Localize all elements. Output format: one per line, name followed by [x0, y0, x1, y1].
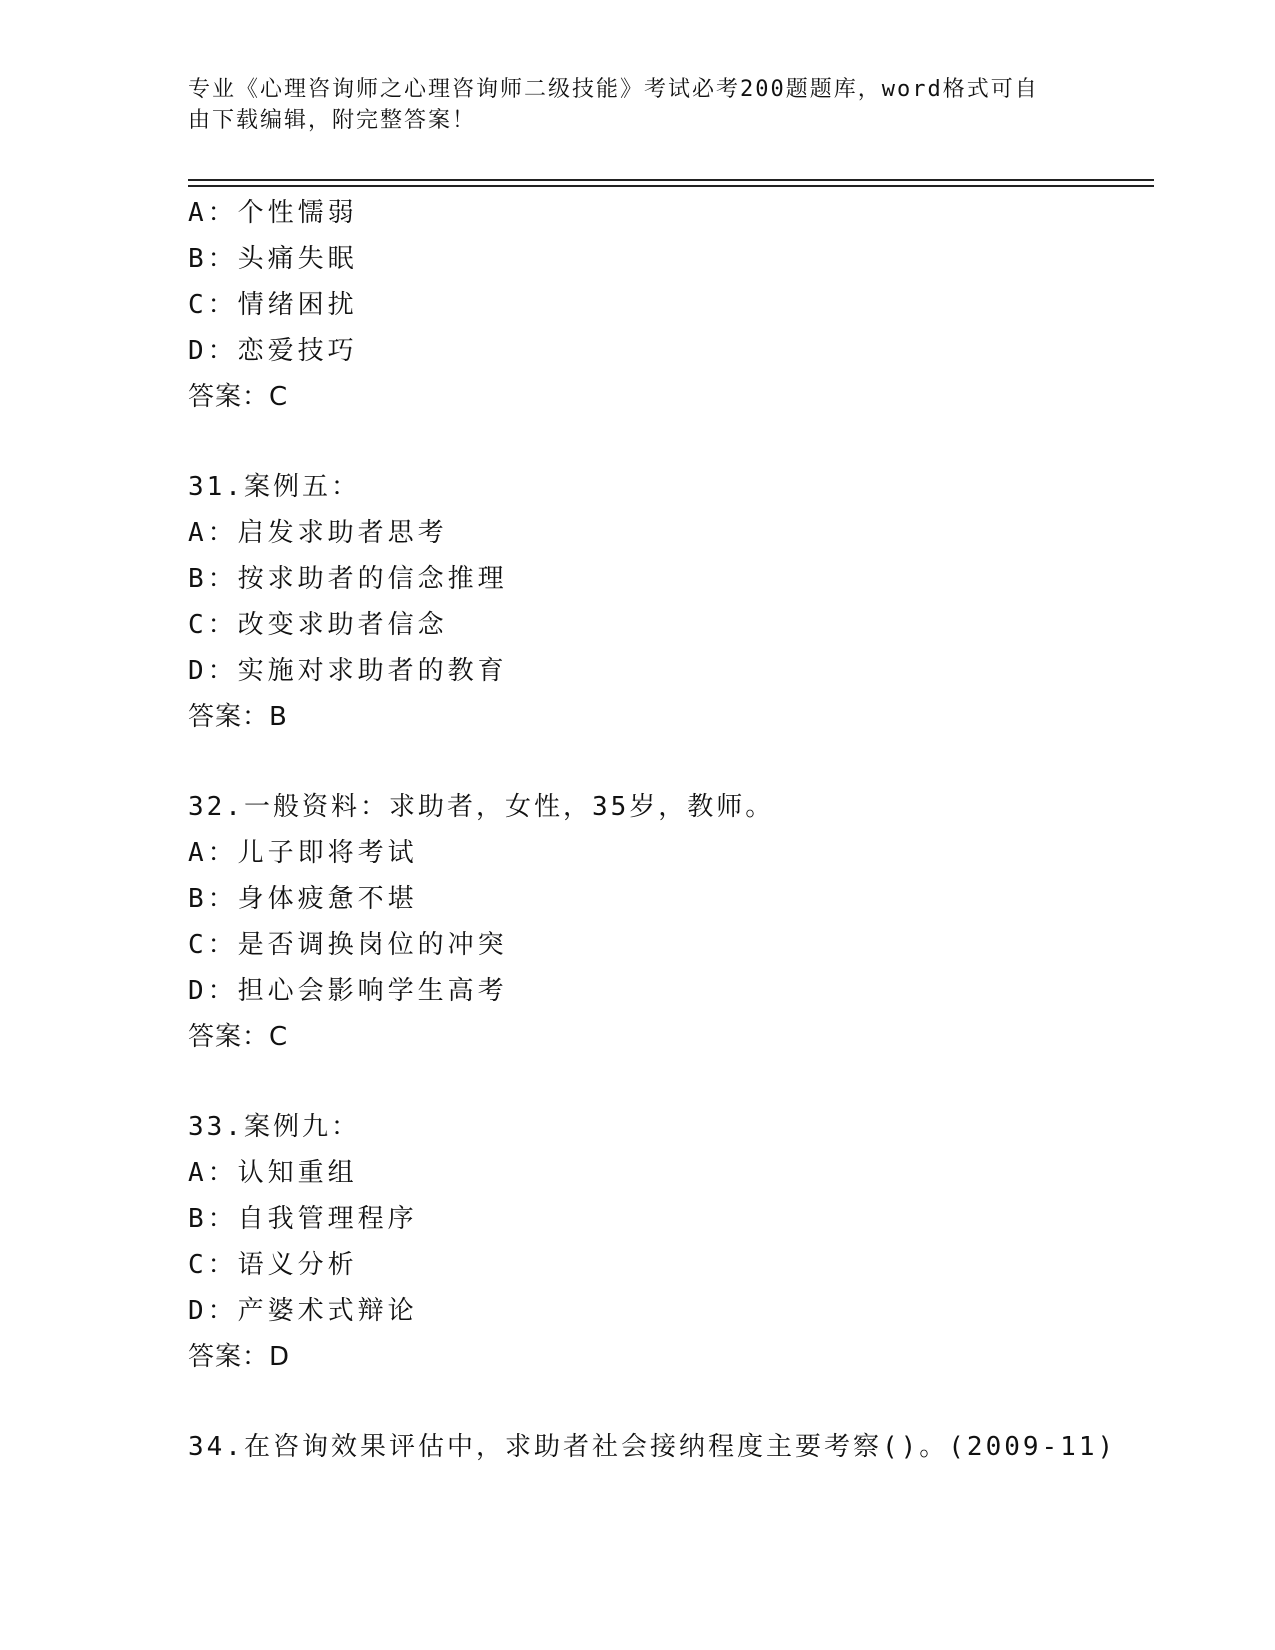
option-b: B：身体疲惫不堪 [188, 884, 418, 914]
question-block-30 [188, 190, 1188, 420]
block-spacer [188, 740, 1188, 784]
option-a: A：儿子即将考试 [188, 838, 418, 868]
option-c: C：改变求助者信念 [188, 610, 448, 640]
answer-line: 答案：D [188, 1342, 291, 1372]
question-stem: 31.案例五： [188, 472, 360, 502]
option-d: D：担心会影响学生高考 [188, 976, 508, 1006]
answer-line: 答案：C [188, 382, 289, 412]
option-d: D：实施对求助者的教育 [188, 656, 508, 686]
option-c: C：是否调换岗位的冲突 [188, 930, 508, 960]
answer-line: 答案：C [188, 1022, 289, 1052]
option-c: C：语义分析 [188, 1250, 358, 1280]
option-d: D：恋爱技巧 [188, 336, 358, 366]
question-block-31 [188, 464, 1188, 740]
header-divider-top [188, 179, 1154, 181]
header-line-2: 由下载编辑，附完整答案！ [188, 108, 477, 133]
question-block-34 [188, 1424, 1188, 1470]
option-d: D：产婆术式辩论 [188, 1296, 418, 1326]
document-header [188, 74, 1088, 136]
option-a: A：启发求助者思考 [188, 518, 448, 548]
answer-line: 答案：B [188, 702, 288, 732]
question-stem: 34.在咨询效果评估中，求助者社会接纳程度主要考察()。(2009-11) [188, 1432, 1117, 1462]
option-b: B：自我管理程序 [188, 1204, 418, 1234]
option-c: C：情绪困扰 [188, 290, 358, 320]
option-b: B：头痛失眠 [188, 244, 358, 274]
question-stem: 33.案例九： [188, 1112, 360, 1142]
block-spacer [188, 1380, 1188, 1424]
block-spacer [188, 1060, 1188, 1104]
question-block-33 [188, 1104, 1188, 1380]
question-stem: 32.一般资料：求助者，女性，35岁，教师。 [188, 792, 775, 822]
header-divider-bottom [188, 185, 1154, 187]
option-b: B：按求助者的信念推理 [188, 564, 508, 594]
option-a: A：个性懦弱 [188, 198, 358, 228]
question-list [188, 190, 1188, 1470]
option-a: A：认知重组 [188, 1158, 358, 1188]
question-block-32 [188, 784, 1188, 1060]
block-spacer [188, 420, 1188, 464]
header-line-1: 专业《心理咨询师之心理咨询师二级技能》考试必考200题题库，word格式可自 [188, 77, 1039, 102]
